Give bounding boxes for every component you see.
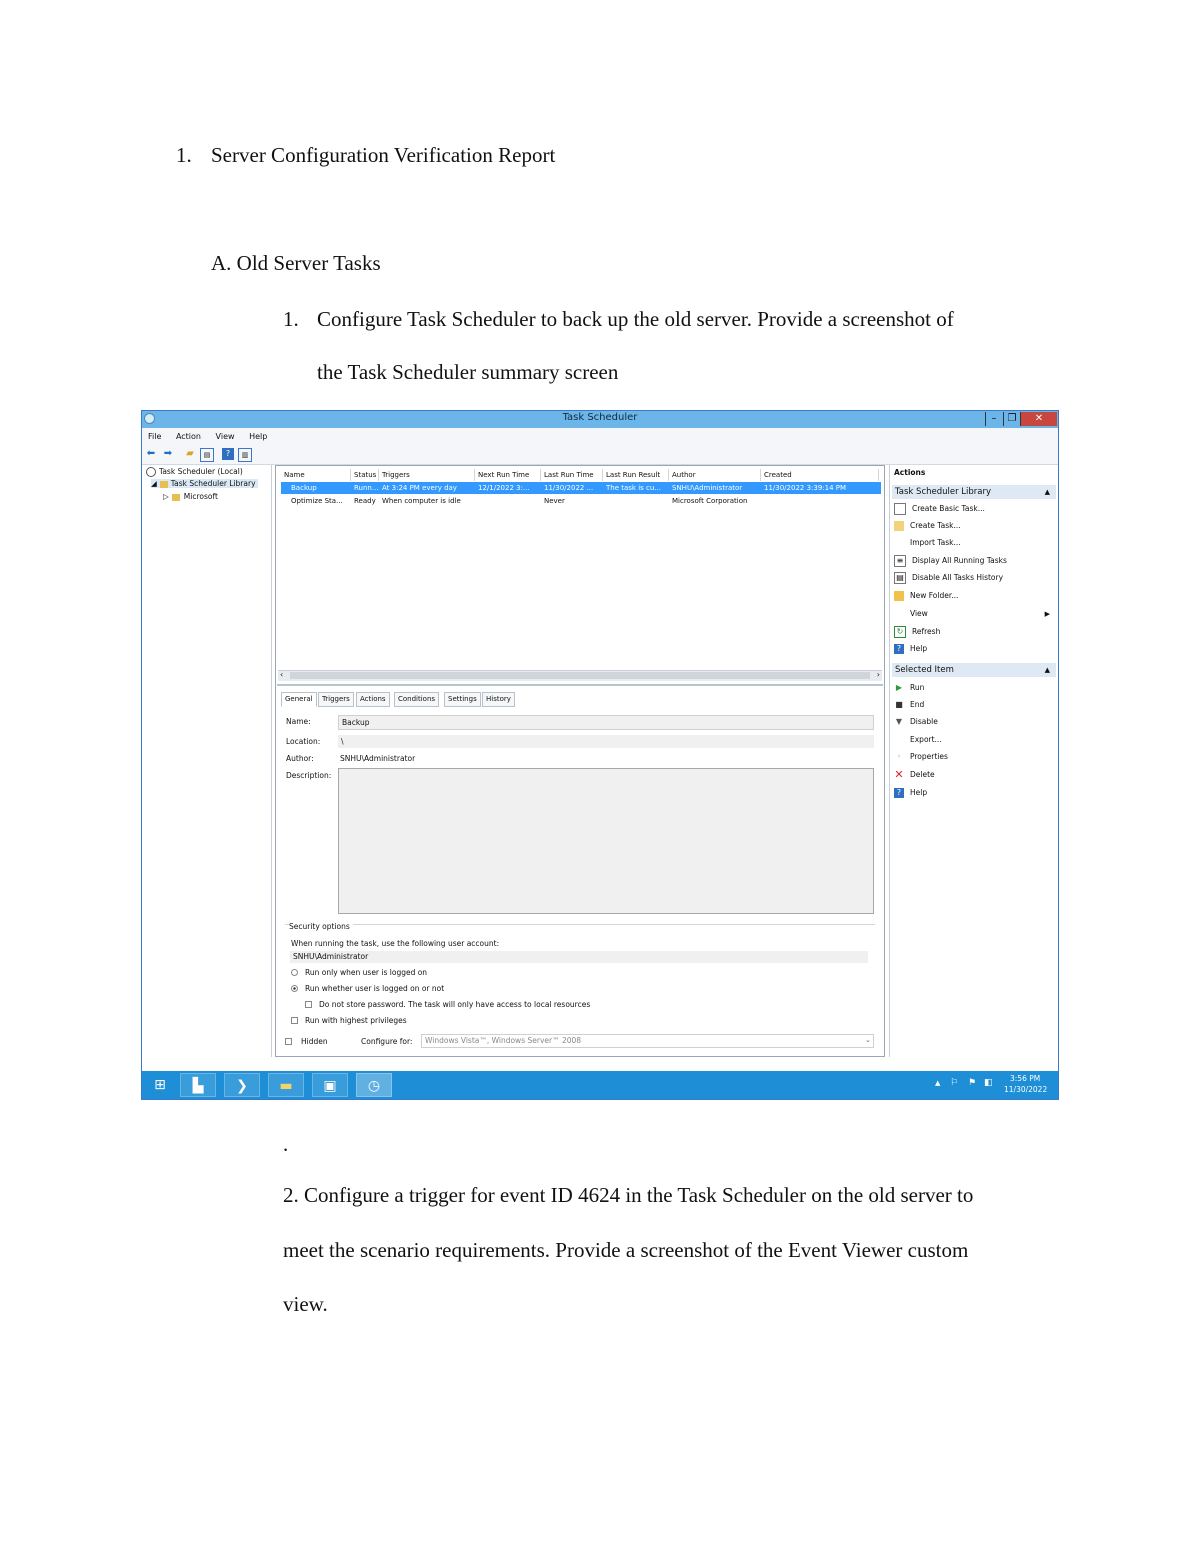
item1-line2: the Task Scheduler summary screen	[317, 360, 619, 384]
tree-item-task-scheduler-local[interactable]: Task Scheduler (Local)	[146, 467, 243, 477]
menu-file[interactable]: File	[148, 432, 162, 441]
column-header-next-run-time[interactable]: Next Run Time	[475, 469, 541, 481]
item2-line2: meet the scenario requirements. Provide a screenshot of the Event Viewer custom	[283, 1238, 969, 1262]
help-icon: ?	[894, 788, 904, 798]
toolbar	[142, 445, 1058, 465]
properties-icon: ◦	[896, 752, 902, 761]
cell-triggers: At 3:24 PM every day	[382, 484, 457, 492]
name-label: Name:	[286, 717, 311, 726]
action-delete[interactable]: ✕ Delete	[894, 768, 935, 781]
file-explorer-icon[interactable]: ▬	[268, 1073, 304, 1097]
location-field: \	[338, 735, 874, 748]
name-field[interactable]: Backup	[338, 715, 874, 730]
history-icon: ▤	[894, 572, 906, 584]
close-button[interactable]: ✕	[1021, 412, 1057, 426]
cell-name: Backup	[291, 484, 317, 492]
play-icon: ▶	[895, 683, 903, 692]
task-icon	[894, 521, 904, 531]
folder-icon	[160, 481, 168, 488]
remote-desktop-icon[interactable]: ▣	[312, 1073, 348, 1097]
action-new-folder[interactable]: New Folder...	[894, 589, 958, 603]
collapse-up-icon[interactable]: ▲	[1044, 666, 1050, 674]
tree-item-microsoft[interactable]: ▷ Microsoft	[163, 492, 218, 501]
action-import-task[interactable]: Import Task...	[894, 536, 961, 550]
action-view[interactable]: View ▶	[894, 607, 1050, 621]
menu-bar	[142, 428, 1058, 445]
description-field[interactable]	[338, 768, 874, 914]
cell-status: Ready	[354, 497, 376, 505]
run-whether-label: Run whether user is logged on or not	[305, 984, 445, 993]
highest-privileges-checkbox[interactable]	[291, 1017, 298, 1024]
clock-time[interactable]: 3:56 PM	[1010, 1074, 1041, 1083]
cell-last-run-result: The task is cu...	[606, 484, 661, 492]
table-row[interactable]	[281, 482, 881, 494]
list-icon: ≡	[894, 555, 906, 567]
collapse-up-icon[interactable]: ▲	[1044, 488, 1050, 496]
action-create-basic-task[interactable]: Create Basic Task...	[894, 502, 985, 516]
show-hide-action-pane-icon[interactable]: ▥	[238, 448, 252, 462]
action-help-selected[interactable]: ? Help	[894, 786, 927, 800]
tab-triggers[interactable]: Triggers	[318, 692, 354, 707]
action-end[interactable]: ■ End	[895, 700, 925, 709]
window-title: Task Scheduler	[562, 412, 638, 423]
powershell-icon[interactable]: ❯	[224, 1073, 260, 1097]
author-value: SNHU\Administrator	[340, 754, 416, 763]
action-run[interactable]: ▶ Run	[895, 683, 925, 692]
cell-author: SNHU\Administrator	[672, 484, 743, 492]
column-header-last-run-result[interactable]: Last Run Result	[603, 469, 669, 481]
actions-title: Actions	[894, 468, 926, 477]
show-hidden-icons-icon[interactable]: ▲	[935, 1079, 941, 1087]
column-header-created[interactable]: Created	[761, 469, 879, 481]
author-label: Author:	[286, 754, 314, 763]
description-label: Description:	[286, 771, 332, 780]
windows-taskbar	[142, 1071, 1058, 1099]
run-logged-on-label: Run only when user is logged on	[305, 968, 428, 977]
cell-triggers: When computer is idle	[382, 497, 461, 505]
configure-for-label: Configure for:	[361, 1037, 413, 1046]
delete-icon: ✕	[894, 768, 904, 781]
start-button[interactable]: ⊞	[154, 1077, 166, 1093]
tab-history[interactable]: History	[482, 692, 515, 707]
export-icon	[894, 735, 904, 745]
horizontal-scrollbar[interactable]	[278, 670, 882, 681]
heading-number: 1.	[176, 143, 192, 167]
configure-for-dropdown[interactable]: Windows Vista™, Windows Server™ 2008	[421, 1034, 874, 1048]
column-header-last-run-time[interactable]: Last Run Time	[541, 469, 603, 481]
task-scheduler-taskbar-icon[interactable]: ◷	[356, 1073, 392, 1097]
chevron-down-icon[interactable]: ⌄	[865, 1036, 871, 1044]
cell-next-run-time: 12/1/2022 3:...	[478, 484, 530, 492]
back-arrow-icon[interactable]: ⬅	[146, 448, 156, 459]
column-header-name[interactable]: Name	[281, 469, 351, 481]
import-icon	[894, 538, 904, 548]
tab-conditions[interactable]: Conditions	[394, 692, 439, 707]
folder-icon	[172, 494, 180, 501]
column-header-triggers[interactable]: Triggers	[379, 469, 475, 481]
cell-status: Runn...	[354, 484, 379, 492]
tab-actions[interactable]: Actions	[356, 692, 390, 707]
no-store-password-label: Do not store password. The task will only have access to local resources	[319, 1000, 591, 1009]
stray-period: .	[283, 1132, 289, 1156]
disable-icon: ▼	[895, 717, 903, 726]
column-header-author[interactable]: Author	[669, 469, 761, 481]
network-icon[interactable]: ⚐	[950, 1078, 959, 1088]
help-icon[interactable]: ?	[222, 448, 234, 460]
action-create-task[interactable]: Create Task...	[894, 519, 961, 533]
hidden-checkbox[interactable]	[285, 1038, 292, 1045]
cell-last-run-time: 11/30/2022 ...	[544, 484, 594, 492]
menu-view[interactable]: View	[215, 432, 235, 441]
clock-icon	[146, 467, 156, 477]
speaker-icon[interactable]: ◧	[984, 1078, 993, 1088]
actions-pane	[889, 465, 1058, 1057]
cell-created: 11/30/2022 3:39:14 PM	[764, 484, 847, 492]
run-logged-on-radio[interactable]	[291, 969, 298, 976]
action-properties[interactable]: ◦ Properties	[894, 750, 948, 764]
task-scheduler-screenshot	[141, 410, 1059, 1100]
window-titlebar	[142, 411, 1058, 428]
section-selected-item[interactable]: Selected Item ▲	[892, 663, 1056, 677]
tab-general[interactable]: General	[281, 692, 317, 707]
submenu-arrow-icon: ▶	[1044, 610, 1050, 618]
tab-settings[interactable]: Settings	[444, 692, 481, 707]
menu-help[interactable]: Help	[249, 432, 268, 441]
action-display-running-tasks[interactable]: ≡ Display All Running Tasks	[894, 554, 1007, 568]
section-task-scheduler-library[interactable]: Task Scheduler Library ▲	[892, 485, 1056, 499]
folder-icon	[894, 591, 904, 601]
action-help[interactable]: ? Help	[894, 642, 927, 656]
security-options-title: Security options	[289, 922, 353, 931]
show-hide-tree-icon[interactable]: ▤	[200, 448, 214, 462]
section-heading: A. Old Server Tasks	[211, 251, 381, 275]
item2-line1: 2. Configure a trigger for event ID 4624 in the Task Scheduler on the old server to	[283, 1183, 974, 1207]
action-refresh[interactable]: ↻ Refresh	[894, 625, 940, 639]
item1-number: 1.	[283, 307, 299, 331]
stop-icon: ■	[895, 700, 903, 709]
collapse-arrow-icon: ▷	[163, 492, 169, 501]
column-header-status[interactable]: Status	[351, 469, 379, 481]
location-label: Location:	[286, 737, 321, 746]
forward-arrow-icon[interactable]: ➡	[163, 448, 173, 459]
task-list	[277, 467, 883, 682]
hidden-label: Hidden	[301, 1037, 328, 1046]
action-export[interactable]: Export...	[894, 733, 942, 747]
clock-date[interactable]: 11/30/2022	[1004, 1085, 1048, 1094]
scroll-left-icon[interactable]: ‹	[280, 670, 284, 679]
action-disable[interactable]: ▼ Disable	[895, 717, 938, 726]
no-store-password-checkbox[interactable]	[305, 1001, 312, 1008]
minimize-button[interactable]: –	[985, 412, 1002, 426]
help-icon: ?	[894, 644, 904, 654]
expand-arrow-icon: ◢	[151, 479, 157, 488]
folder-up-icon[interactable]: ▰	[186, 448, 194, 459]
item1-line1: Configure Task Scheduler to back up the old server. Provide a screenshot of	[317, 307, 954, 331]
run-whether-radio[interactable]	[291, 985, 298, 992]
menu-action[interactable]: Action	[175, 432, 201, 441]
navigation-tree	[143, 465, 272, 1057]
server-manager-icon[interactable]: ▙	[180, 1073, 216, 1097]
highest-privileges-label: Run with highest privileges	[305, 1016, 407, 1025]
scroll-thumb[interactable]	[290, 672, 870, 679]
user-account-field: SNHU\Administrator	[290, 951, 868, 963]
cell-name: Optimize Sta...	[291, 497, 343, 505]
tree-item-task-scheduler-library[interactable]: ◢ Task Scheduler Library	[151, 479, 256, 488]
report-heading: Server Configuration Verification Report	[211, 143, 556, 167]
cell-last-run-time: Never	[544, 497, 565, 505]
wizard-icon	[894, 503, 906, 515]
table-row[interactable]	[281, 495, 881, 507]
center-pane	[275, 465, 885, 1057]
scroll-right-icon[interactable]: ›	[876, 670, 880, 679]
view-icon	[894, 609, 904, 619]
task-detail-panel	[277, 684, 883, 1056]
security-prompt: When running the task, use the following user account:	[291, 939, 500, 948]
action-disable-tasks-history[interactable]: ▤ Disable All Tasks History	[894, 571, 1003, 585]
cell-author: Microsoft Corporation	[672, 497, 748, 505]
flag-icon[interactable]: ⚑	[968, 1078, 977, 1088]
item2-line3: view.	[283, 1292, 328, 1316]
refresh-icon: ↻	[894, 626, 906, 638]
security-options-group	[285, 924, 875, 1033]
restore-button[interactable]: ❐	[1003, 412, 1021, 426]
